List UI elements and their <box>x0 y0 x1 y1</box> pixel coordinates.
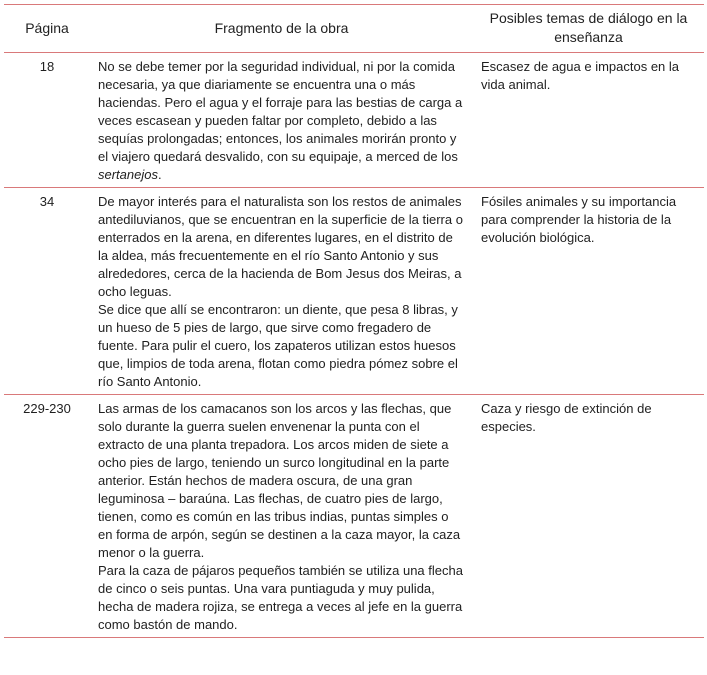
fragment-paragraph <box>98 58 465 184</box>
fragment-paragraph: Las armas de los camacanos son los arcos y las flechas, que solo durante la guerra suelen envenenar la punta con el extracto de una planta trepadora. Los arcos miden de siete a ocho pies de largo, teniendo un surco longitudinal en la parte anterior. Están hechos de madera oscura, de una gran leguminosa – baraúna. Las flechas, de cuatro pies de largo, tienen, como es común en las tribus indias, puntas simples o en forma de arpón, según se destinen a la caza mayor, la caza menor o la guerra. <box>98 401 461 560</box>
row-topic <box>473 188 704 395</box>
header-page: Página <box>25 19 69 36</box>
row-topic <box>473 53 704 188</box>
table-row <box>4 188 704 395</box>
fragment-italic-term: sertanejos <box>98 167 158 182</box>
fragment-paragraph: Para la caza de pájaros pequeños también se utiliza una flecha de cinco o seis puntas. Una vara puntiaguda y muy pulida, hecha de madera rojiza, se entrega a veces al jefe en la guerra como bastón de mando. <box>98 563 463 632</box>
fragment-paragraph: Se dice que allí se encontraron: un diente, que pesa 8 libras, y un hueso de 5 pies de largo, que sirve como fregadero de fuente. Para pulir el cuero, los zapateros utilizan estos huesos que, limpios de toda arena, flotan como piedra pómez sobre el río Santo Antonio. <box>98 302 458 389</box>
row-topic <box>473 395 704 638</box>
topic-text: Escasez de agua e impactos en la vida animal. <box>481 59 680 92</box>
topic-text: Fósiles animales y su importancia para comprender la historia de la evolución biológica. <box>481 194 677 245</box>
row-fragment <box>90 53 473 188</box>
row-fragment <box>90 188 473 395</box>
topic-text: Caza y riesgo de extinción de especies. <box>481 401 652 434</box>
fragments-table <box>4 4 704 638</box>
row-page-number: 18 <box>39 59 55 74</box>
row-page-number: 34 <box>39 194 55 209</box>
table-row <box>4 395 704 638</box>
row-fragment <box>90 395 473 638</box>
table-header-row <box>4 5 704 53</box>
fragment-text-end: . <box>157 167 162 182</box>
table-row <box>4 53 704 188</box>
fragment-text: No se debe temer por la seguridad individual, ni por la comida necesaria, ya que diariamente se encuentra una o más haciendas. Pero el agua y el forraje para las bestias de carga a veces escasean y pueden faltar por completo, debido a las sequías prolongadas; entonces, los animales morirán pronto y el viajero quedará desvalido, con su equipaje, a merced de los <box>98 59 463 164</box>
header-fragment: Fragmento de la obra <box>214 19 349 36</box>
row-page-number: 229-230 <box>23 401 71 416</box>
header-topics: Posibles temas de diálogo en la enseñanza <box>489 10 688 45</box>
fragment-paragraph: De mayor interés para el naturalista son los restos de animales antediluvianos, que se encuentran en la superficie de la tierra o enterrados en la arena, en diferentes lugares, en el distrito de la aldea, más frecuentemente en el río Santo Antonio y sus alrededores, cerca de la hacienda de Bom Jesus dos Meiras, a ocho leguas. <box>98 194 463 299</box>
